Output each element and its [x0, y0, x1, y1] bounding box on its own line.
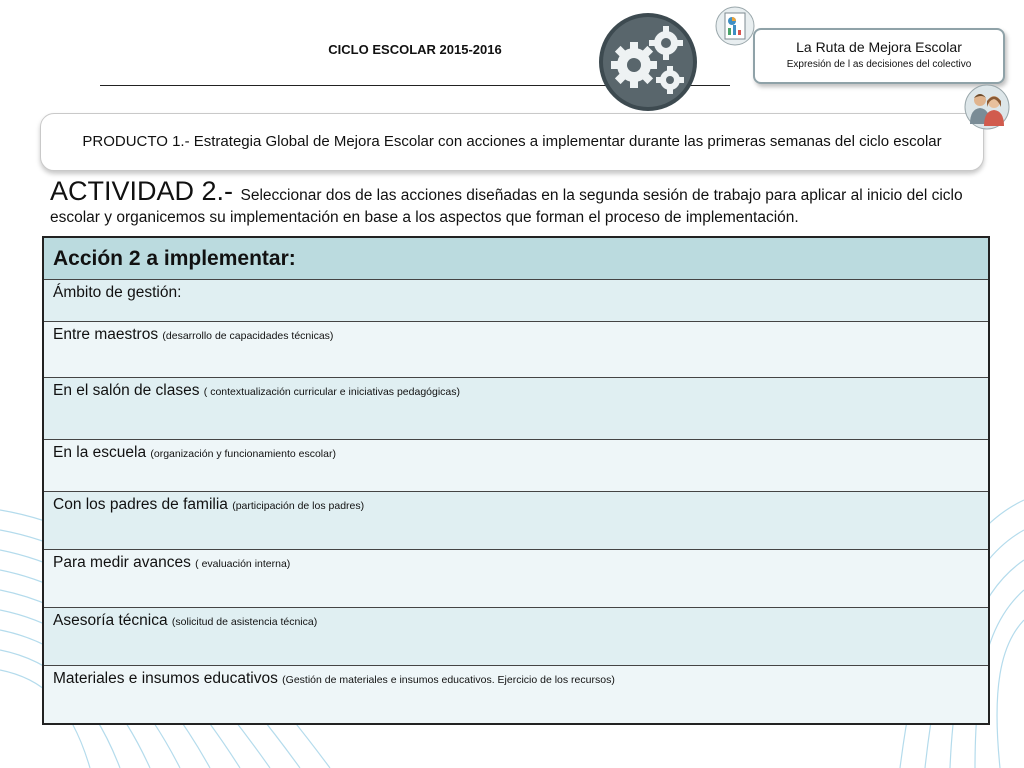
row-padres-familia[interactable] [43, 492, 989, 550]
table-row [43, 280, 989, 322]
row-note: ( contextualización curricular e iniciativas pedagógicas) [203, 386, 461, 398]
row-label: Asesoría técnica [53, 612, 168, 629]
table-row [43, 440, 989, 492]
row-label: Materiales e insumos educativos [53, 670, 278, 687]
row-medir-avances[interactable] [43, 550, 989, 608]
row-label: Con los padres de familia [53, 496, 228, 513]
actividad-body: Seleccionar dos de las acciones diseñadas en la segunda sesión de trabajo para aplicar al inicio del ciclo escolar y organicemos su implementación en base a los aspectos que forman el proceso de implementación. [50, 187, 963, 226]
row-label: En el salón de clases [53, 382, 200, 399]
ruta-subtitle: Expresión de l as decisiones del colectivo [786, 59, 972, 70]
row-materiales-insumos[interactable] [43, 666, 989, 724]
table-row [43, 608, 989, 666]
row-note: (desarrollo de capacidades técnicas) [162, 330, 334, 342]
producto-text: PRODUCTO 1.- Estrategia Global de Mejora Escolar con acciones a implementar durante las primeras semanas del ciclo escolar [82, 133, 942, 150]
cycle-title: CICLO ESCOLAR 2015-2016 [328, 42, 502, 57]
ambito-label: Ámbito de gestión: [43, 280, 989, 322]
ruta-mejora-box [753, 28, 1005, 84]
table-row [43, 378, 989, 440]
row-note: (organización y funcionamiento escolar) [150, 448, 336, 460]
actividad-block [50, 176, 980, 229]
row-label: Entre maestros [53, 326, 159, 343]
row-salon-clases[interactable] [43, 378, 989, 440]
table-row [43, 492, 989, 550]
ruta-title: La Ruta de Mejora Escolar [796, 39, 962, 55]
row-entre-maestros[interactable] [43, 322, 989, 378]
people-icon [962, 84, 1012, 130]
producto-box [40, 113, 984, 171]
row-note: ( evaluación interna) [195, 558, 291, 570]
table-header-row [43, 237, 989, 280]
gears-icon [596, 10, 700, 112]
row-escuela[interactable] [43, 440, 989, 492]
row-label: Para medir avances [53, 554, 191, 571]
table-row [43, 550, 989, 608]
table-row [43, 322, 989, 378]
row-asesoria-tecnica[interactable] [43, 608, 989, 666]
actividad-heading: ACTIVIDAD 2.- [50, 176, 241, 206]
row-label: En la escuela [53, 444, 147, 461]
chart-document-icon [714, 6, 756, 46]
row-note: (participación de los padres) [232, 500, 365, 512]
row-note: (Gestión de materiales e insumos educativos. Ejercicio de los recursos) [282, 674, 615, 686]
accion-header: Acción 2 a implementar: [43, 237, 989, 280]
accion-table [42, 236, 990, 725]
row-note: (solicitud de asistencia técnica) [171, 616, 318, 628]
table-row [43, 666, 989, 724]
